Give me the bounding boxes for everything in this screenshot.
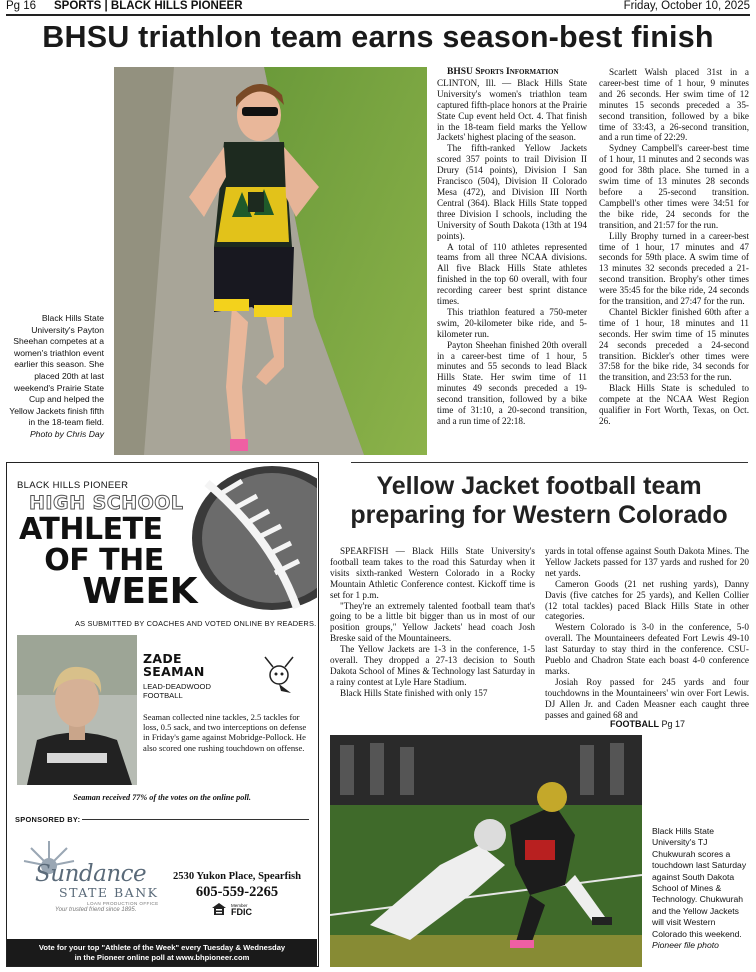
athlete-description: Seaman collected nine tackles, 2.5 tackles for loss, 0.5 sack, and two interceptions on defense in Friday's game against Mobridge-Pollock. He also scored one rushing touchdown on offense. [143, 712, 307, 753]
section-label: SPORTS | BLACK HILLS PIONEER [54, 0, 243, 12]
athlete-name: ZADE SEAMAN [143, 651, 205, 679]
paragraph: CLINTON, Ill. — Black Hills State University's women's triathlon team captured fifth-place honors at the Prairie State Cup event held Oct. 4. That finish in the 18-team field marks the Yellow Jackets' highest placing of the season. [437, 77, 587, 143]
paragraph: Scarlett Walsh placed 31st in a career-best time of 1 hour, 9 minutes and 26 seconds. Her swim time of 12 minutes 15 seconds preceded a 35-second transition, followed by a bike time of 33:43, a 26-second transition, and a run time of 22:29. [599, 67, 749, 143]
athlete-of-week-ad [6, 462, 319, 967]
paragraph: SPEARFISH — Black Hills State University's football team takes to the road this Saturday when it visits sixth-ranked Western Colorado in a Rocky Mountain Athletic Conference contest. Kickoff time is set for 1 p.m. [330, 546, 535, 600]
byline: BHSU Sports Information [447, 67, 559, 77]
bank-tagline: Your trusted friend since 1895. [55, 907, 137, 913]
photo-credit: Pioneer file photo [652, 940, 719, 951]
paragraph: yards in total offense against South Dakota Mines. The Yellow Jackets passed for 137 yards and rushed for 20 net yards. [545, 546, 749, 578]
football-column-2 [545, 546, 749, 721]
vote-result: Seaman received 77% of the votes on the online poll. [73, 793, 251, 802]
sponsor-rule [82, 819, 309, 820]
continued-jump: FOOTBALL Pg 17 [609, 719, 685, 729]
paragraph: Cameron Goods (21 net rushing yards), Danny Davis (five catches for 25 yards), and Kellen Collier (12 total tackles) paced Black Hills State in other categories. [545, 578, 749, 622]
ad-high-school: HIGH SCHOOL [29, 492, 184, 514]
issue-date: Friday, October 10, 2025 [623, 0, 750, 12]
ad-publisher: BLACK HILLS PIONEER [17, 480, 129, 491]
photo-credit: Photo by Chris Day [29, 428, 104, 439]
ad-submitted-note: AS SUBMITTED BY COACHES AND VOTED ONLINE BY READERS. [75, 619, 317, 628]
article-headline: BHSU triathlon team earns season-best finish [42, 20, 714, 54]
paragraph: The Yellow Jackets are 1-3 in the conference, 1-5 overall. They dropped a 27-13 decision to South Dakota School of Mines & Technology last Saturday in a rainy contest at Lyle Hare Stadium. [330, 644, 535, 687]
paragraph: Sydney Campbell's career-best time of 1 hour, 11 minutes and 2 seconds was good for 38th place. She turned in a swim time of 13 minutes 28 seconds before a 25-second transition. Campbell's other times were 34:51 for the bike ride, 24 seconds for the transition, and 21:57 for the run. [599, 143, 749, 230]
fdic-badge: Member FDIC [231, 903, 252, 917]
yellow-jacket-logo [259, 653, 299, 697]
paragraph: A total of 110 athletes represented teams from all three NCAA divisions. All five Black Hills State athletes finished in the top 60 overall, with four recording career best sprint distance times. [437, 241, 587, 307]
article-column-2 [599, 67, 749, 427]
triathlete-photo [114, 67, 427, 455]
athlete-school: LEAD-DEADWOOD FOOTBALL [143, 682, 211, 701]
paragraph: Black Hills State finished with only 157 [340, 687, 488, 698]
page-number: Pg 16 [6, 0, 37, 12]
football-column-1 [330, 546, 535, 699]
header-rule [6, 14, 750, 16]
article-column-1 [437, 67, 587, 427]
sponsored-label: SPONSORED BY: [15, 815, 81, 824]
paragraph: Chantel Bickler finished 60th after a time of 1 hour, 18 minutes and 11 seconds. Her swim time of 15 minutes 24 seconds preceded a 24-second transition. Bickler's other times were 37:58 for the bike ride, 34 seconds for the transition, and 23:53 for the run. [599, 306, 749, 383]
section-rule [351, 462, 748, 463]
football-headline: Yellow Jacket football team preparing for Western Colorado [350, 472, 728, 529]
ad-footer: Vote for your top "Athlete of the Week" every Tuesday & Wednesday in the Pioneer online poll at www.bhpioneer.com [7, 939, 317, 967]
bank-name: Sundance [35, 861, 147, 887]
football-photo-caption: Black Hills State University's TJ Chukwurah scores a touchdown last Saturday against South Dakota School of Mines & Technology. Chukwurah and the Yellow Jackets will visit Western Colorado this weekend. Pioneer file photo [652, 826, 752, 951]
page-header [6, 0, 750, 14]
paragraph: Western Colorado is 3-0 in the conference, 5-0 overall. The Mountaineers defeated Fort Lewis 49-10 last Saturday to stay third in the conference. CSU-Pueblo and Chadron State each boast 4-0 conference marks. [545, 622, 749, 676]
paragraph: This triathlon featured a 750-meter swim, 20-kilometer bike ride, and 5-kilometer run. [437, 306, 587, 339]
paragraph: Josiah Roy passed for 245 yards and four touchdowns in the Mountaineers' win over Fort Lewis. DJ Allen Jr. and Caden Measner each caught three passes and gained 68 and [545, 676, 749, 720]
paragraph: Payton Sheehan finished 20th overall in a career-best time of 1 hour, 5 minutes and 55 seconds to lead Black Hills State. Her swim time of 11 minutes 49 seconds preceded a 19-second transition, followed by a bike time of 31:10, a 20-second transition, and a run time of 22:18. [437, 339, 587, 426]
paragraph: The fifth-ranked Yellow Jackets scored 357 points to trail Division II Drury (514 points), Division I San Francisco (504), Division II Colorado Mesa (472), and Division III North Central (364). Black Hills State topped three Division I schools, including the University of South Dakota (13th at 194 points). [437, 143, 587, 241]
equal-housing-icon [212, 903, 226, 915]
ad-title: ATHLETE OF THE WEEK [19, 512, 197, 612]
bank-address: 2530 Yukon Place, Spearfish [172, 871, 302, 882]
paragraph: Black Hills State is scheduled to compete at the NCAA West Region qualifier in Fort Worth, Texas, on Oct. 26. [599, 383, 749, 426]
triathlete-photo-caption: Black Hills State University's Payton Sheehan competes at a women's triathlon event earlier this season. She placed 20th at last weekend's Prairie State Cup and helped the Yellow Jackets finish fifth in the 18-team field. Photo by Chris Day [6, 313, 104, 441]
athlete-photo [17, 635, 137, 785]
paragraph: "They're an extremely talented football team that's going to be a little bit bigger than us in most of our position groups," Yellow Jackets' head coach Josh Breske said of the Mountaineers. [330, 600, 535, 644]
bank-subtitle: STATE BANK [59, 885, 159, 900]
paragraph: Lilly Brophy turned in a career-best time of 1 hour, 17 minutes and 47 seconds for 59th place. A swim time of 13 minutes 32 seconds preceded a 21-second transition. Brophy's other times were 35:45 for the bike ride, 24 seconds for the transition, and 27:47 for the run. [599, 230, 749, 307]
bank-phone: 605-559-2265 [195, 884, 279, 900]
bank-loan-office: LOAN PRODUCTION OFFICE [87, 901, 159, 906]
football-photo [330, 735, 642, 967]
